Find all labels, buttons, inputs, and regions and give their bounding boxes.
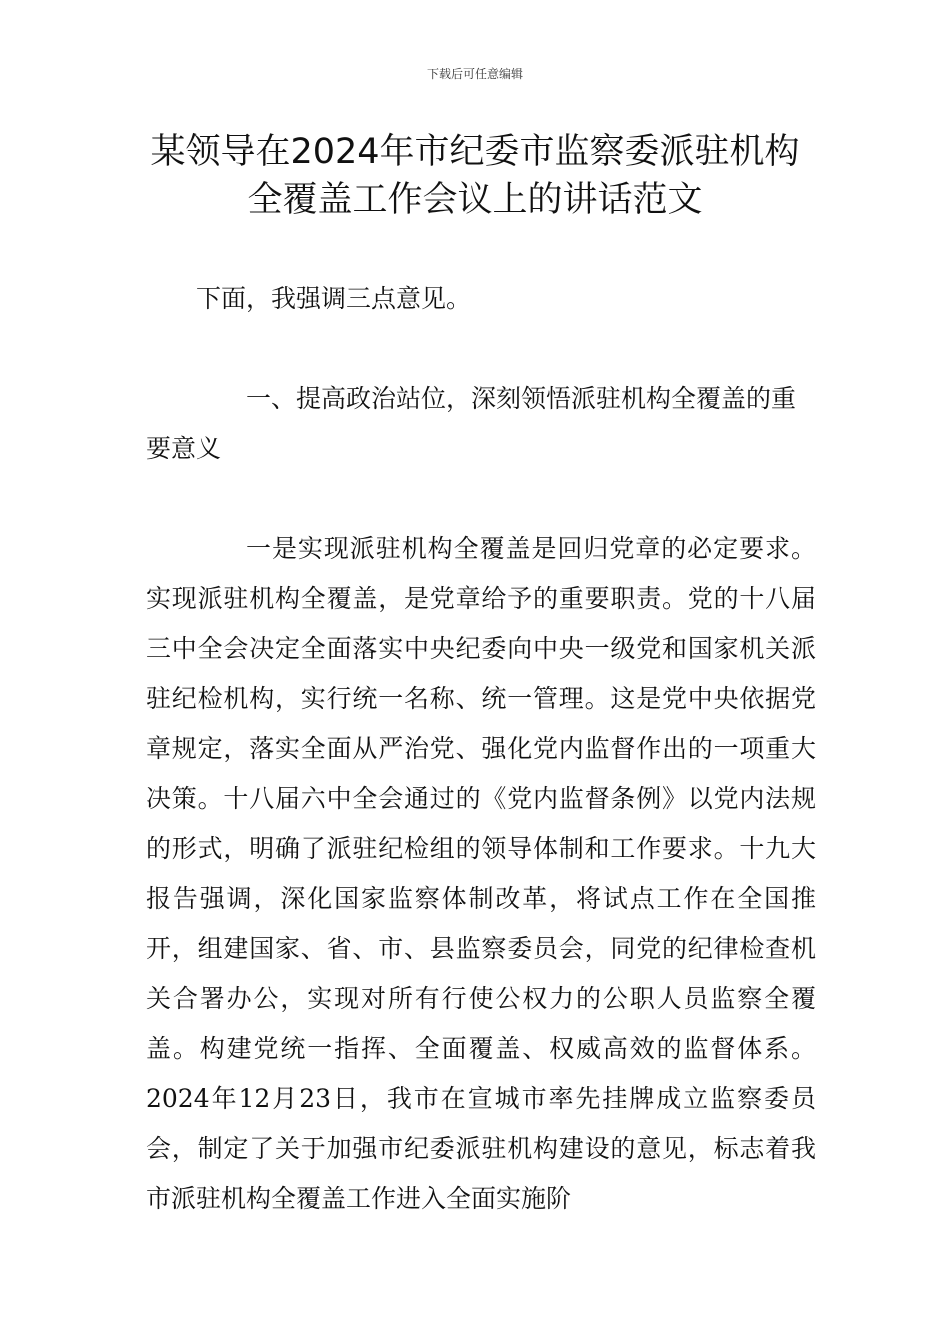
header-note: 下载后可任意编辑 xyxy=(426,67,523,81)
document-title xyxy=(100,128,850,224)
title-line-2: 全覆盖工作会议上的讲话范文 xyxy=(247,180,703,220)
section-heading-1: 一、提高政治站位，深刻领悟派驻机构全覆盖的重要意义 xyxy=(146,384,797,463)
title-line-1: 某领导在2024年市纪委市监察委派驻机构 xyxy=(150,132,800,172)
body-paragraph-1: 一是实现派驻机构全覆盖是回归党章的必定要求。实现派驻机构全覆盖，是党章给予的重要职责。党的十八届三中全会决定全面落实中央纪委向中央一级党和国家机关派驻纪检机构，实行统一名称、统一管理。这是党中央依据党章规定，落实全面从严治党、强化党内监督作出的一项重大决策。十八届六中全会通过的《党内监督条例》以党内法规的形式，明确了派驻纪检组的领导体制和工作要求。十九大报告强调，深化国家监察体制改革，将试点工作在全国推开，组建国家、省、市、县监察委员会，同党的纪律检查机关合署办公，实现对所有行使公权力的公职人员监察全覆盖。构建党统一指挥、全面覆盖、权威高效的监督体系。2024年12月23日，我市在宣城市率先挂牌成立监察委员会，制定了关于加强市纪委派驻机构建设的意见，标志着我市派驻机构全覆盖工作进入全面实施阶 xyxy=(146,534,816,1213)
intro-paragraph: 下面，我强调三点意见。 xyxy=(196,284,472,313)
